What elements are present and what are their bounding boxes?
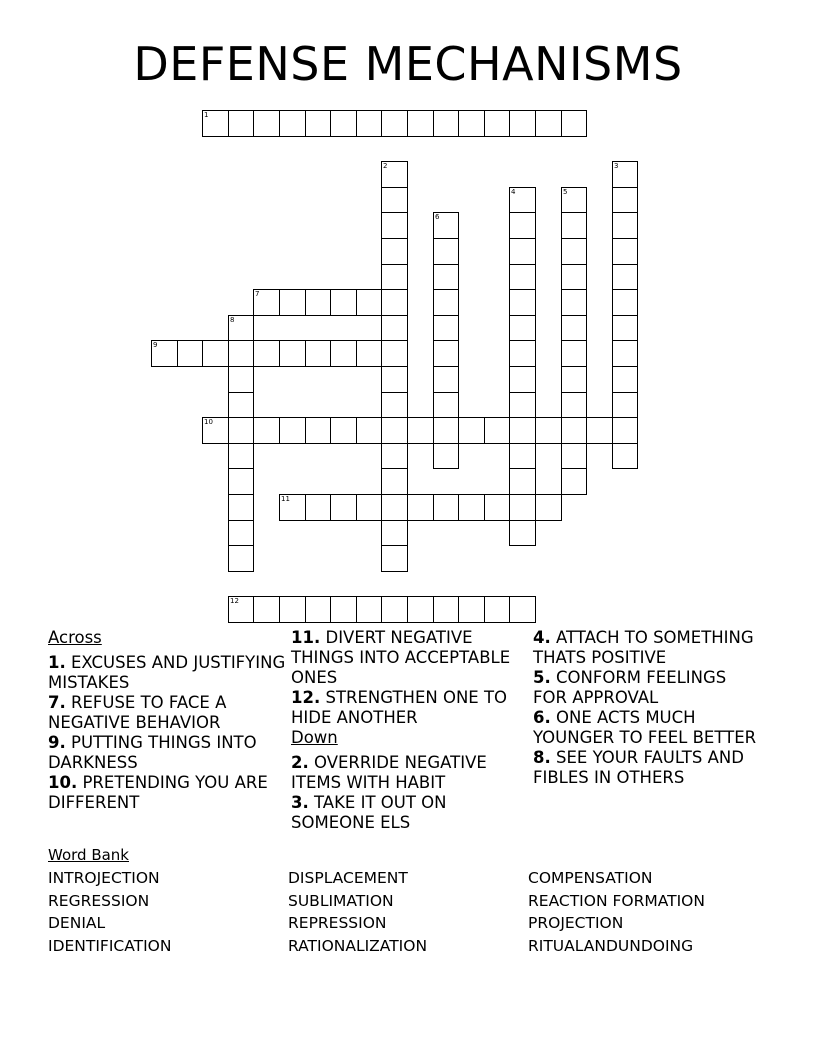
grid-cell[interactable] (433, 596, 459, 623)
grid-cell[interactable] (484, 417, 510, 444)
down-clue-8: 8. SEE YOUR FAULTS AND FIBLES IN OTHERS (533, 748, 744, 787)
grid-cell[interactable] (509, 443, 536, 469)
down-heading: Down (291, 728, 338, 747)
grid-cell[interactable] (202, 110, 229, 137)
grid-cell[interactable] (330, 110, 357, 137)
grid-cell[interactable] (330, 289, 357, 316)
cell-number: 3 (614, 162, 619, 170)
word-bank-entry: REACTION FORMATION (528, 891, 705, 910)
grid-cell[interactable] (330, 340, 357, 367)
grid-cell[interactable] (612, 366, 638, 393)
word-bank-column-3 (528, 867, 768, 957)
grid-cell[interactable] (612, 238, 638, 265)
grid-cell[interactable] (228, 392, 254, 418)
grid-cell[interactable] (202, 417, 229, 444)
grid-cell[interactable] (228, 494, 254, 521)
grid-cell[interactable] (356, 494, 382, 521)
grid-cell[interactable] (356, 110, 382, 137)
word-bank-entry: REPRESSION (288, 914, 387, 932)
grid-cell[interactable] (279, 340, 306, 367)
grid-cell[interactable] (228, 315, 254, 341)
grid-cell[interactable] (509, 494, 536, 521)
grid-cell[interactable] (305, 289, 331, 316)
grid-cell[interactable] (381, 161, 408, 188)
cell-number: 8 (230, 316, 235, 324)
grid-cell[interactable] (586, 417, 613, 444)
grid-cell[interactable] (381, 392, 408, 418)
down-clue-3: 3. TAKE IT OUT ON SOMEONE ELS (291, 793, 447, 832)
cell-number: 2 (383, 162, 388, 170)
grid-cell[interactable] (612, 443, 638, 469)
grid-cell[interactable] (561, 468, 587, 495)
word-bank-entry: PROJECTION (528, 914, 624, 932)
grid-cell[interactable] (612, 315, 638, 341)
grid-cell[interactable] (509, 468, 536, 495)
grid-cell[interactable] (433, 340, 459, 367)
grid-cell[interactable] (356, 289, 382, 316)
grid-cell[interactable] (612, 340, 638, 367)
grid-cell[interactable] (561, 110, 587, 137)
grid-cell[interactable] (509, 315, 536, 341)
grid-cell[interactable] (509, 392, 536, 418)
grid-cell[interactable] (228, 366, 254, 393)
grid-cell[interactable] (433, 289, 459, 316)
word-bank-entry: DENIAL (48, 914, 106, 932)
grid-cell[interactable] (407, 596, 434, 623)
grid-cell[interactable] (228, 468, 254, 495)
grid-cell[interactable] (612, 289, 638, 316)
grid-cell[interactable] (484, 596, 510, 623)
grid-cell[interactable] (509, 187, 536, 213)
grid-cell[interactable] (484, 110, 510, 137)
grid-cell[interactable] (509, 110, 536, 137)
grid-cell[interactable] (433, 264, 459, 290)
grid-cell[interactable] (228, 596, 254, 623)
grid-cell[interactable] (509, 520, 536, 546)
cell-number: 12 (230, 597, 239, 605)
grid-cell[interactable] (177, 340, 203, 367)
grid-cell[interactable] (381, 494, 408, 521)
grid-cell[interactable] (305, 340, 331, 367)
word-bank-entry: COMPENSATION (528, 869, 653, 887)
grid-cell[interactable] (458, 596, 485, 623)
down-clue-6: 6. ONE ACTS MUCH YOUNGER TO FEEL BETTER (533, 708, 757, 747)
grid-cell[interactable] (561, 264, 587, 290)
across-heading: Across (48, 628, 102, 647)
grid-cell[interactable] (356, 596, 382, 623)
grid-cell[interactable] (509, 238, 536, 265)
grid-cell[interactable] (561, 340, 587, 367)
grid-cell[interactable] (561, 366, 587, 393)
grid-cell[interactable] (561, 443, 587, 469)
grid-cell[interactable] (381, 596, 408, 623)
grid-cell[interactable] (535, 494, 562, 521)
cell-number: 1 (204, 111, 209, 119)
grid-cell[interactable] (561, 417, 587, 444)
clues-column-3 (533, 628, 763, 788)
grid-cell[interactable] (561, 212, 587, 239)
grid-cell[interactable] (381, 264, 408, 290)
grid-cell[interactable] (433, 315, 459, 341)
grid-cell[interactable] (381, 315, 408, 341)
grid-cell[interactable] (381, 468, 408, 495)
grid-cell[interactable] (305, 494, 331, 521)
grid-cell[interactable] (253, 289, 280, 316)
grid-cell[interactable] (228, 340, 254, 367)
grid-cell[interactable] (433, 366, 459, 393)
grid-cell[interactable] (433, 392, 459, 418)
grid-cell[interactable] (612, 417, 638, 444)
word-bank-entry: RATIONALIZATION (288, 936, 428, 955)
grid-cell[interactable] (381, 340, 408, 367)
grid-cell[interactable] (458, 494, 485, 521)
cell-number: 10 (204, 418, 213, 426)
grid-cell[interactable] (433, 238, 459, 265)
across-clue-9: 9. PUTTING THINGS INTO DARKNESS (48, 733, 257, 772)
grid-cell[interactable] (561, 238, 587, 265)
grid-cell[interactable] (433, 110, 459, 137)
grid-cell[interactable] (561, 392, 587, 418)
word-bank-entry: RITUALANDUNDOING (528, 936, 694, 955)
grid-cell[interactable] (509, 289, 536, 316)
grid-cell[interactable] (279, 596, 306, 623)
grid-cell[interactable] (381, 443, 408, 469)
grid-cell[interactable] (202, 340, 229, 367)
grid-cell[interactable] (612, 392, 638, 418)
page-title: DEFENSE MECHANISMS (133, 37, 683, 91)
grid-cell[interactable] (509, 340, 536, 367)
grid-cell[interactable] (228, 417, 254, 444)
grid-cell[interactable] (305, 417, 331, 444)
grid-cell[interactable] (484, 494, 510, 521)
cell-number: 6 (435, 213, 440, 221)
grid-cell[interactable] (561, 187, 587, 213)
grid-cell[interactable] (330, 596, 357, 623)
down-clue-2: 2. OVERRIDE NEGATIVE ITEMS WITH HABIT (291, 753, 487, 792)
grid-cell[interactable] (305, 596, 331, 623)
grid-cell[interactable] (509, 212, 536, 239)
clues-column-2 (291, 628, 526, 833)
grid-cell[interactable] (279, 494, 306, 521)
grid-cell[interactable] (330, 494, 357, 521)
grid-cell[interactable] (253, 417, 280, 444)
grid-cell[interactable] (356, 340, 382, 367)
cell-number: 11 (281, 495, 290, 503)
grid-cell[interactable] (407, 110, 434, 137)
grid-cell[interactable] (279, 110, 306, 137)
grid-cell[interactable] (433, 417, 459, 444)
cell-number: 7 (255, 290, 260, 298)
grid-cell[interactable] (433, 443, 459, 469)
grid-cell[interactable] (381, 187, 408, 213)
word-bank-entry: SUBLIMATION (288, 891, 394, 910)
grid-cell[interactable] (279, 417, 306, 444)
down-clue-4: 4. ATTACH TO SOMETHING THATS POSITIVE (533, 628, 754, 667)
word-bank-entry: REGRESSION (48, 891, 150, 910)
grid-cell[interactable] (561, 289, 587, 316)
grid-cell[interactable] (433, 494, 459, 521)
grid-cell[interactable] (253, 110, 280, 137)
word-bank-entry: INTROJECTION (48, 869, 160, 887)
grid-cell[interactable] (612, 212, 638, 239)
grid-cell[interactable] (356, 417, 382, 444)
grid-cell[interactable] (458, 110, 485, 137)
grid-cell[interactable] (228, 520, 254, 546)
grid-cell[interactable] (228, 545, 254, 572)
grid-cell[interactable] (253, 340, 280, 367)
grid-cell[interactable] (612, 161, 638, 188)
grid-cell[interactable] (433, 212, 459, 239)
word-bank-entry: IDENTIFICATION (48, 936, 172, 955)
grid-cell[interactable] (381, 520, 408, 546)
across-clue-1: 1. EXCUSES AND JUSTIFYING MISTAKES (48, 653, 286, 692)
grid-cell[interactable] (612, 187, 638, 213)
grid-cell[interactable] (305, 110, 331, 137)
across-clue-12: 12. STRENGTHEN ONE TO HIDE ANOTHER (291, 688, 508, 727)
grid-cell[interactable] (228, 110, 254, 137)
grid-cell[interactable] (509, 366, 536, 393)
grid-cell[interactable] (381, 366, 408, 393)
grid-cell[interactable] (151, 340, 178, 367)
grid-cell[interactable] (381, 238, 408, 265)
grid-cell[interactable] (509, 596, 536, 623)
grid-cell[interactable] (253, 596, 280, 623)
grid-cell[interactable] (612, 264, 638, 290)
word-bank-column-1 (48, 867, 288, 957)
cell-number: 4 (511, 188, 516, 196)
across-clue-7: 7. REFUSE TO FACE A NEGATIVE BEHAVIOR (48, 693, 227, 732)
grid-cell[interactable] (535, 110, 562, 137)
grid-cell[interactable] (381, 417, 408, 444)
grid-cell[interactable] (407, 417, 434, 444)
clues-column-1 (48, 628, 288, 813)
grid-cell[interactable] (330, 417, 357, 444)
grid-cell[interactable] (279, 289, 306, 316)
down-clue-5: 5. CONFORM FEELINGS FOR APPROVAL (533, 668, 727, 707)
grid-cell[interactable] (381, 110, 408, 137)
grid-cell[interactable] (535, 417, 562, 444)
cell-number: 9 (153, 341, 158, 349)
word-bank-title: Word Bank (48, 846, 129, 864)
grid-cell[interactable] (561, 315, 587, 341)
word-bank-entry: DISPLACEMENT (288, 869, 408, 887)
across-clue-11: 11. DIVERT NEGATIVE THINGS INTO ACCEPTABLE ONES (291, 628, 511, 687)
grid-cell[interactable] (381, 289, 408, 316)
grid-cell[interactable] (228, 443, 254, 469)
across-clue-10: 10. PRETENDING YOU ARE DIFFERENT (48, 773, 268, 812)
grid-cell[interactable] (381, 212, 408, 239)
word-bank-column-2 (288, 867, 528, 957)
grid-cell[interactable] (509, 264, 536, 290)
grid-cell[interactable] (458, 417, 485, 444)
grid-cell[interactable] (407, 494, 434, 521)
grid-cell[interactable] (509, 417, 536, 444)
cell-number: 5 (563, 188, 568, 196)
grid-cell[interactable] (381, 545, 408, 572)
